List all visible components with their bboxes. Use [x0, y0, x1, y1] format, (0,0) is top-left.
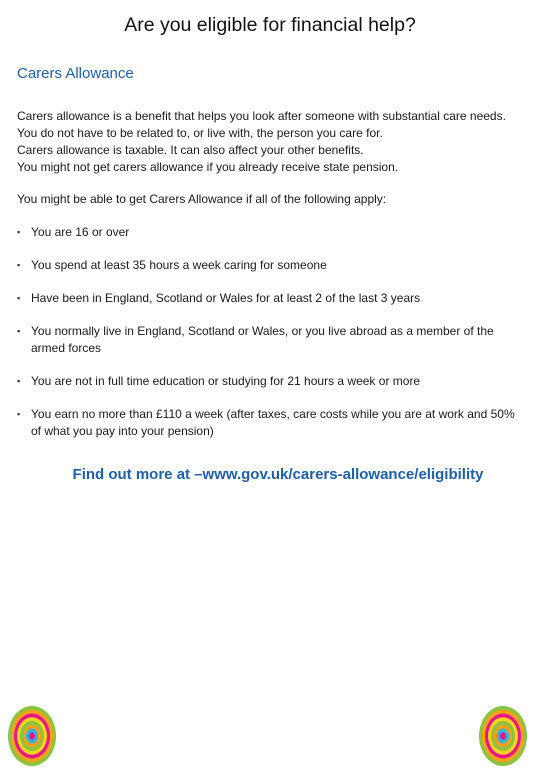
square-bullet-icon: ▪: [17, 326, 21, 336]
intro-line: You do not have to be related to, or live with, the person you care for.: [17, 126, 383, 140]
square-bullet-icon: ▪: [17, 293, 21, 303]
criteria-text: You spend at least 35 hours a week caring for someone: [31, 258, 327, 272]
concentric-rings-logo-icon: [478, 705, 528, 767]
page-title: Are you eligible for financial help?: [124, 14, 416, 36]
section-heading: Carers Allowance: [17, 65, 134, 82]
square-bullet-icon: ▪: [17, 227, 21, 237]
criteria-text: Have been in England, Scotland or Wales for at least 2 of the last 3 years: [31, 291, 421, 305]
intro-line: Carers allowance is a benefit that helps you look after someone with substantial care needs.: [17, 109, 506, 123]
criteria-text: You normally live in England, Scotland or Wales, or you live abroad as a member of the armed forces: [31, 324, 494, 355]
find-out-more-link[interactable]: Find out more at –www.gov.uk/carers-allowance/eligibility: [72, 466, 484, 483]
logo-ring: [500, 732, 506, 740]
eligibility-lead-text: You might be able to get Carers Allowance if all of the following apply:: [17, 192, 387, 206]
logo-ring: [29, 732, 35, 740]
criteria-item: [17, 373, 527, 390]
square-bullet-icon: ▪: [17, 260, 21, 270]
intro-line: You might not get carers allowance if you already receive state pension.: [17, 160, 399, 174]
criteria-text: You earn no more than £110 a week (after taxes, care costs while you are at work and 50% of what you pay into your pension): [31, 407, 515, 438]
square-bullet-icon: ▪: [17, 376, 21, 386]
eligibility-criteria-list: [17, 224, 527, 456]
criteria-item: [17, 323, 527, 357]
criteria-item: [17, 406, 527, 440]
square-bullet-icon: ▪: [17, 409, 21, 419]
intro-line: Carers allowance is taxable. It can also affect your other benefits.: [17, 143, 364, 157]
criteria-item: [17, 257, 527, 274]
criteria-text: You are 16 or over: [31, 225, 130, 239]
concentric-rings-logo-icon: [7, 705, 57, 767]
criteria-item: [17, 224, 527, 241]
criteria-text: You are not in full time education or studying for 21 hours a week or more: [31, 374, 421, 388]
intro-paragraph: [17, 108, 540, 176]
criteria-item: [17, 290, 527, 307]
